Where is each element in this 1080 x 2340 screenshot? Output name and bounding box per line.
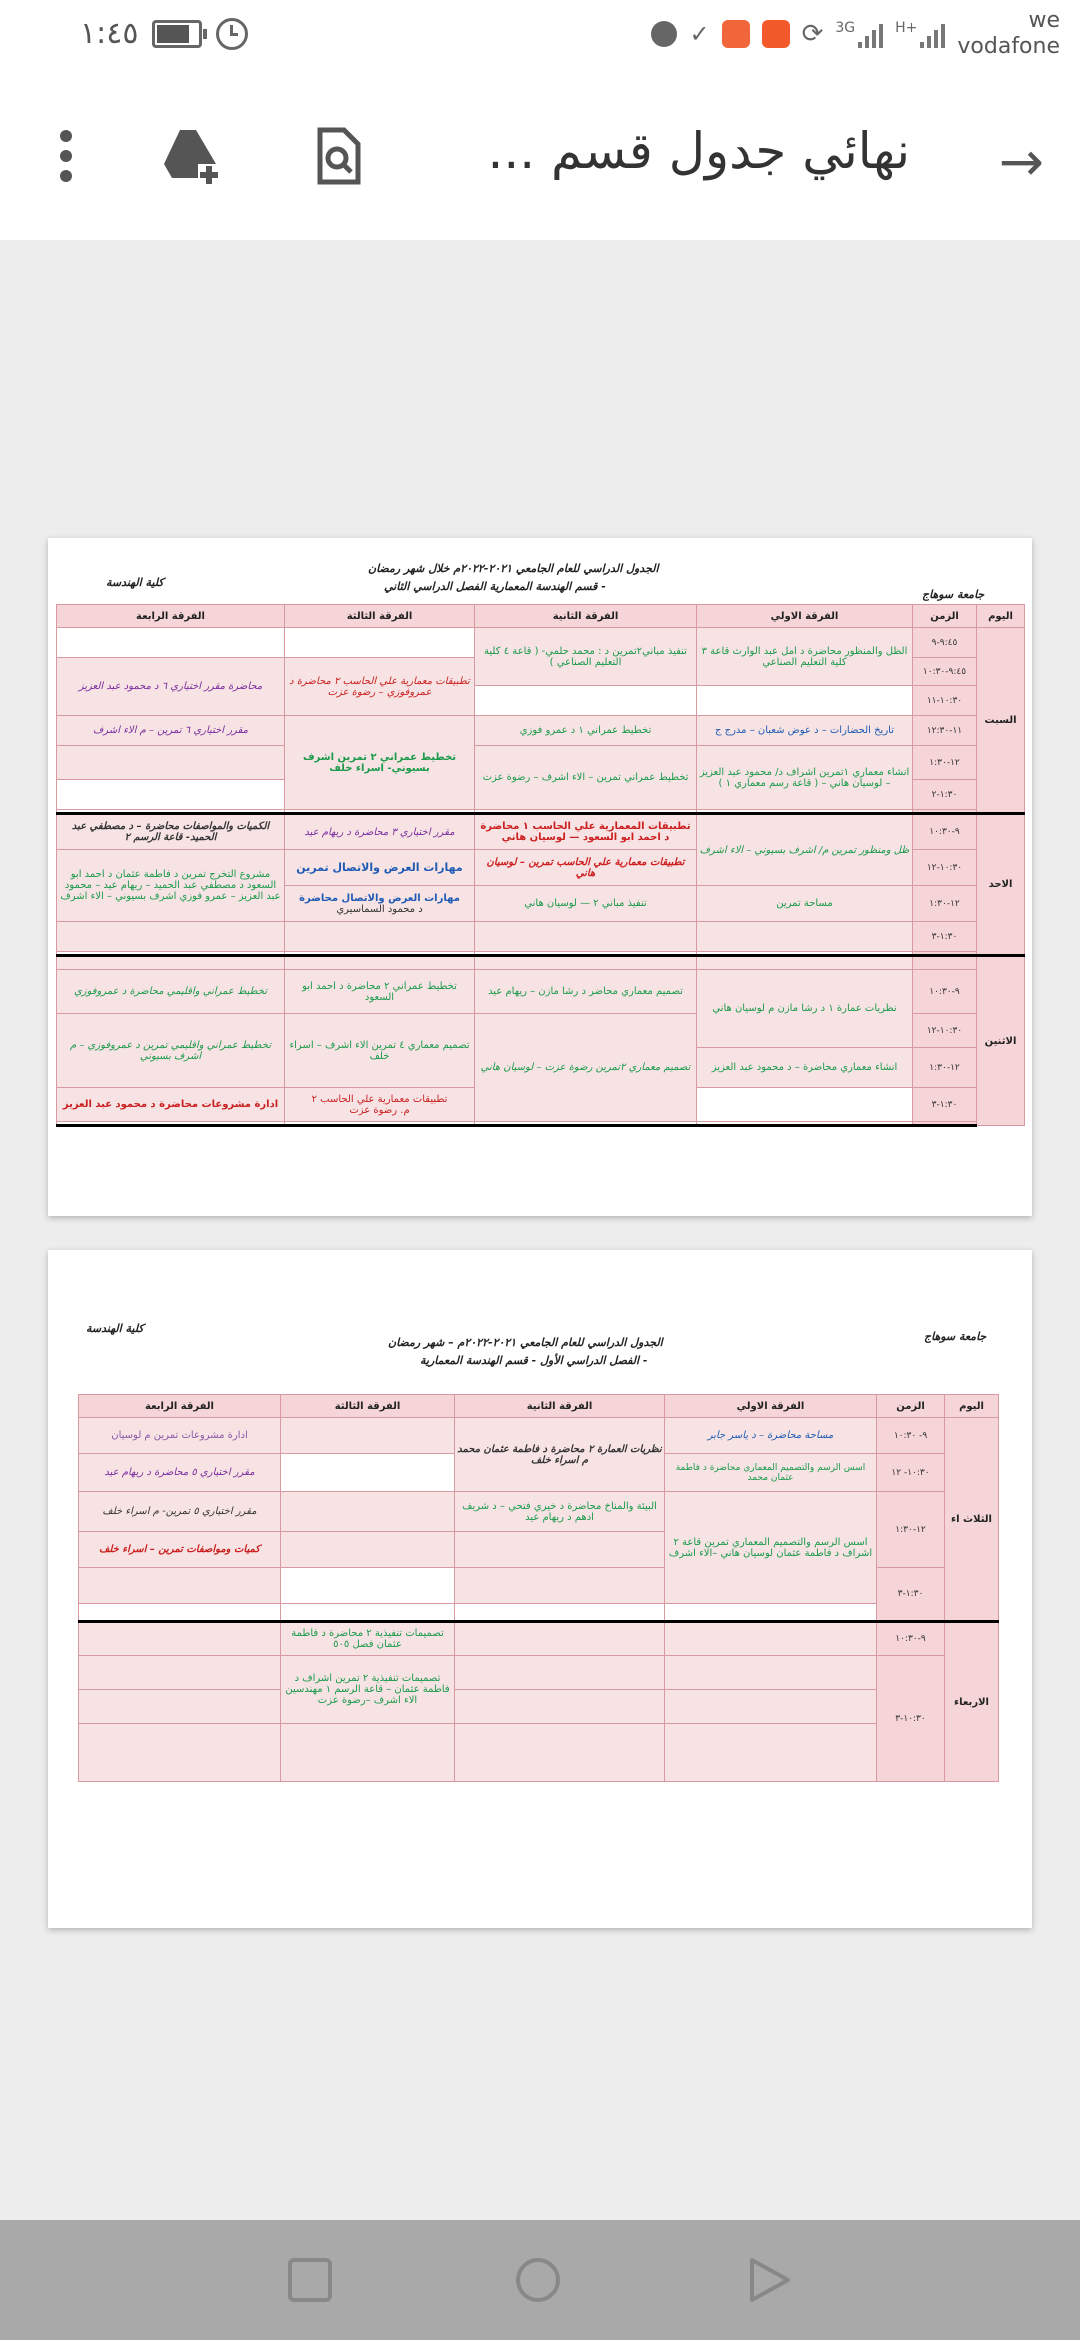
cell-sat-g2-b: تخطيط عمراني ١ د عمرو فوزي [475,716,697,746]
header-group2: الفرقة الثانية [475,605,697,628]
cell-sun-g1: ظل ومنظور تمرين م/ اشرف بسيوني – الاء اشرف [697,814,913,886]
cell-empty [281,1604,455,1622]
cell-empty [455,1568,665,1604]
cell-sat-g1: الظل والمنظور محاضرة د امل عبد الوارث قاعة ٣ كلية التعليم الصناعي [697,628,913,686]
header-group1: الفرقة الاولي [665,1395,877,1418]
table-row [57,922,1025,952]
time-cell: ٩:٤٥-٩ [913,628,977,658]
nav-back-icon[interactable] [746,2256,794,2304]
page2-header-row [79,1395,999,1418]
cell-empty [665,1622,877,1656]
cell-empty [697,686,913,716]
check-icon: ✓ [689,20,710,48]
cell-empty [57,746,285,780]
time-cell: ١:٣٠-٣ [913,1088,977,1122]
time-cell: ٩-١٠:٣٠ [877,1622,945,1656]
cell-empty [57,628,285,658]
page2-university: جامعة سوهاج [924,1330,987,1343]
cell-mon-g3-c [285,1088,475,1122]
page1-title-line1: الجدول الدراسي للعام الجامعي ٢٠٢١-٢٠٢٢م خلال شهر رمضان [368,562,659,575]
signal-h-icon [895,20,945,48]
cell-empty [57,956,285,970]
cell-sun-g3-c-title: مهارات العرض والاتصال محاضرة [299,892,460,904]
cell-empty [475,922,697,952]
sync-icon: ⟳ [801,19,824,49]
page1-faculty: كلية الهندسة [106,576,164,589]
cell-empty [665,1656,877,1690]
time-cell: ١٢-١:٣٠ [877,1492,945,1568]
cell-empty [455,1604,665,1622]
header-group2: الفرقة الثانية [455,1395,665,1418]
header-group4: الفرقة الرابعة [57,605,285,628]
cell-mon-g4: تخطيط عمراني واقليمي محاضرة د عمروفوزي [57,970,285,1014]
cell-tue-g4-c: مقرر اختياري ٥ تمرين- م اسراء خلف [79,1492,281,1532]
table-row [79,1492,999,1532]
arrow-right-icon[interactable]: → [998,130,1044,193]
cell-empty [57,780,285,810]
page2-faculty: كلية الهندسة [86,1322,144,1335]
time-cell: ١:٣٠-٢ [913,780,977,810]
cell-sun-g3-c [285,886,475,922]
net-label-3g: 3G [835,20,856,36]
cell-empty [455,1656,665,1690]
cell-empty [455,1724,665,1782]
table-row [79,1418,999,1454]
battery-icon [152,20,202,48]
cell-empty [281,1724,455,1782]
cell-empty [281,1568,455,1604]
cell-empty [281,1532,455,1568]
cell-empty [697,956,913,970]
cell-sun-g4-b: مشروع التخرج تمرين د فاطمة عثمان د احمد ابو السعود د مصطفي عبد الحميد – ريهام عيد – محمود عبد العزيز – عمرو فوزي اشرف بسيوني – الاء اشرف [57,850,285,922]
find-in-page-icon[interactable] [306,124,370,188]
cell-empty [475,686,697,716]
day-sun: الاحد [977,814,1025,956]
table-row [57,716,1025,746]
cell-sun-g2: تطبيقات المعمارية علي الحاسب ١ محاضرة د احمد ابو السعود — لوسيان هاني [475,814,697,850]
header-group3: الفرقة الثالثة [281,1395,455,1418]
app-icon-aliexpress [762,20,790,48]
add-to-drive-icon[interactable] [158,124,222,188]
header-day: اليوم [945,1395,999,1418]
time-cell: ١٢-١:٣٠ [913,746,977,780]
cell-empty [79,1690,281,1724]
cell-empty [281,1418,455,1454]
cell-empty [665,1604,877,1622]
cell-mon-g3-c-title: تطبيقات معمارية علي الحاسب ٢ [311,1093,448,1105]
time-cell: ١٠:٣٠-١٢ [913,850,977,886]
cell-sun-g3-c-name: د محمود السماسيري [336,903,423,915]
cell-wed-g3-b: تصميمات تنفيذية ٢ تمرين اشراف د فاطمة عثمان – قاعة الرسم ١ مهندسين الاء اشرف –رضوة عزت [281,1656,455,1724]
cell-tue-g4: ادارة مشروعات تمرين م لوسيان [79,1418,281,1454]
table-row [79,1604,999,1622]
cell-mon-g3-b: تصميم معماري ٤ تمرين الاء اشرف – اسراء خلف [285,1014,475,1088]
time-cell: ١١-١٢:٣٠ [913,716,977,746]
cell-empty [285,628,475,658]
page2-schedule-table [78,1394,999,1782]
header-time: الزمن [877,1395,945,1418]
page2-title-line1: الجدول الدراسي للعام الجامعي ٢٠٢١-٢٠٢٢م – شهر رمضان [388,1336,663,1349]
page1-title-line2: - قسم الهندسة المعمارية الفصل الدراسي الثاني [384,580,606,593]
home-icon[interactable] [514,2256,562,2304]
cell-empty [281,1492,455,1532]
cell-empty [455,1622,665,1656]
time-cell: ١:٣٠-٣ [913,922,977,952]
cell-sat-g1-c: انشاء معماري ١تمرين اشراف د/ محمود عبد العزيز – لوسيان هاني – ( قاعة رسم معماري ١ ) [697,746,913,810]
cell-mon-g4-c: ادارة مشروعات محاضرة د محمود عبد العزيز [57,1088,285,1122]
cell-empty [665,1690,877,1724]
cell-empty [285,922,475,952]
cell-mon-g3-c-name: م. رضوة عزت [349,1104,410,1116]
cell-tue-g2: نظريات العمارة ٢ محاضرة د فاطمة عثمان محمد م اسراء خلف [455,1418,665,1492]
cell-empty [455,1532,665,1568]
cell-empty [57,922,285,952]
cell-empty [79,1622,281,1656]
signal-3g-icon [835,20,883,48]
cell-sat-g2-c: تخطيط عمراني تمرين – الاء اشرف – رضوة عزت [475,746,697,810]
app-toolbar [0,72,1080,241]
header-group4: الفرقة الرابعة [79,1395,281,1418]
cell-mon-g2-b: تصميم معماري ٢تمرين رضوة عزت – لوسيان هاني [475,1014,697,1122]
day-tue: الثلاث اء [945,1418,999,1622]
header-group3: الفرقة الثالثة [285,605,475,628]
cell-empty [281,1454,455,1492]
table-row [57,970,1025,1014]
system-nav-bar [0,2220,1080,2340]
more-vert-icon[interactable] [34,124,98,188]
cell-empty [79,1724,281,1782]
cell-tue-g1-c: اسس الرسم والتصميم المعماري تمرين قاعة ٢ اشراف د فاطمة عثمان لوسيان هاني –الاء اشرف [665,1492,877,1604]
table-row [79,1690,999,1724]
status-left [80,16,248,51]
status-right [651,8,1060,60]
cell-tue-g1-b: اسس الرسم والتصميم المعماري محاضرة د فاطمة عثمان محمد [665,1454,877,1492]
cell-tue-g4-d: كميات ومواصفات تمرين – اسراء خلف [79,1532,281,1568]
cell-tue-g1: مساحة محاضرة – د ياسر جابر [665,1418,877,1454]
cell-tue-g2-c: البيئة والمناخ محاضرة د خيري فتحي – د شريف ادهم د ريهام عيد [455,1492,665,1532]
cell-empty [697,1088,913,1122]
cell-empty [79,1568,281,1604]
table-row [57,746,1025,780]
cell-sat-g3: تطبيقات معمارية علي الحاسب ٢ محاضرة د عمروفوزي – رضوة عزت [285,658,475,716]
alarm-clock-icon [216,18,248,50]
page2-title-line2: - الفصل الدراسي الأول - قسم الهندسة المعمارية [420,1354,648,1367]
time-cell: ١٢-١:٣٠ [913,886,977,922]
day-mon: الاثنين [977,956,1025,1126]
net-label-h: H+ [895,20,918,36]
cell-tue-g4-b: مقرر اختياري ٥ محاضرة د ريهام عيد [79,1454,281,1492]
cell-empty [475,1122,697,1126]
cell-sat-g4-b: مقرر اختياري ٦ تمرين – م الاء اشرف [57,716,285,746]
page1-university: جامعة سوهاج [922,588,985,601]
cell-empty [79,1656,281,1690]
time-cell: ١:٣٠-٣ [877,1568,945,1622]
facebook-icon [651,21,677,47]
header-time: الزمن [913,605,977,628]
status-bar [0,0,1080,72]
cell-mon-g2: تصميم معماري محاضر د رشا مازن – ريهام عيد [475,970,697,1014]
carrier-line1: we [1028,8,1060,33]
time-cell: ١٠:٣٠- ١٢ [877,1454,945,1492]
cell-sun-g4: الكميات والمواصفات محاضرة – د مصطفي عبد الحميد- قاعة الرسم ٢ [57,814,285,850]
time-cell [913,1122,977,1126]
cell-sun-g2-b: تطبيقات معمارية علي الحاسب تمرين – لوسيان هاني [475,850,697,886]
day-wed: الاربعاء [945,1622,999,1782]
time-cell: ٩- ١٠:٣٠ [877,1418,945,1454]
cell-mon-g1: نظريات عمارة ١ د رشا مازن م لوسيان هاني [697,970,913,1048]
cell-sat-g4: محاضرة مقرر اختياري ٦ د محمود عبد العزيز [57,658,285,716]
table-row [57,814,1025,850]
table-row [79,1724,999,1782]
time-cell [913,956,977,970]
cell-empty [455,1690,665,1724]
cell-sun-g3-b: مهارات العرض والاتصال تمرين [285,850,475,886]
document-page-2 [48,1250,1032,1928]
document-page-1 [48,538,1032,1216]
cell-sun-g2-c: تنفيذ مباني ٢ — لوسيان هاني [475,886,697,922]
cell-empty [57,1122,285,1126]
cell-empty [697,922,913,952]
document-viewer[interactable] [0,240,1080,2220]
time-cell: ١٠:٣٠-١١ [913,686,977,716]
cell-empty [285,956,475,970]
table-row [57,956,1025,970]
cell-mon-g4-b: تخطيط عمراني واقليمي تمرين د عمروفوزي – م اشرف بسيوني [57,1014,285,1088]
page1-header-row [57,605,1025,628]
app-icon-orange [722,20,750,48]
table-row [57,1122,1025,1126]
table-row [79,1622,999,1656]
day-sat: السبت [977,628,1025,814]
carrier-line2: vodafone [957,34,1060,59]
time-cell: ٩-١٠:٣٠ [913,970,977,1014]
cell-sun-g3: مقرر اختياري ٣ محاضرة د ريهام عيد [285,814,475,850]
header-group1: الفرقة الاولي [697,605,913,628]
header-day: اليوم [977,605,1025,628]
carrier-label [957,8,1060,60]
time-cell: ١٢-١:٣٠ [913,1048,977,1088]
cell-sat-g1-b: تاريخ الحضارات – د عوض شعبان – مدرج ج [697,716,913,746]
time-cell: ١٠:٣٠-١٢ [913,1014,977,1048]
cell-sun-g1-c: مساحة تمرين [697,886,913,922]
table-row [79,1656,999,1690]
cell-empty [79,1604,281,1622]
cell-empty [475,956,697,970]
document-title: نهائي جدول قسم ... [487,122,910,180]
cell-sat-g2: تنفيذ مباني٢تمرين د : محمد حلمي- ( قاعة ٤ كلية التعليم الصناعي ) [475,628,697,686]
cell-sat-g3-b: تخطيط عمراني ٢ تمرين اشرف بسيوني- اسراء خلف [285,716,475,810]
time-cell: ٩:٤٥-١٠:٣٠ [913,658,977,686]
time-cell: ٩-١٠:٣٠ [913,814,977,850]
cell-empty [285,1122,475,1126]
cell-empty [697,1122,913,1126]
cell-empty [665,1724,877,1782]
table-row [57,628,1025,658]
time-cell: ١٠:٣٠-٣ [877,1656,945,1782]
cell-wed-g3: تصميمات تنفيذية ٢ محاضرة د فاطمة عثمان فصل ٥٠٥ [281,1622,455,1656]
recent-apps-icon[interactable] [286,2256,334,2304]
cell-mon-g3: تخطيط عمراني ٢ محاضرة د احمد ابو السعود [285,970,475,1014]
page1-schedule-table [56,604,1025,1127]
cell-mon-g1-b: انشاء معماري محاضرة – د محمود عبد العزيز [697,1048,913,1088]
status-time: ١:٤٥ [80,16,139,51]
